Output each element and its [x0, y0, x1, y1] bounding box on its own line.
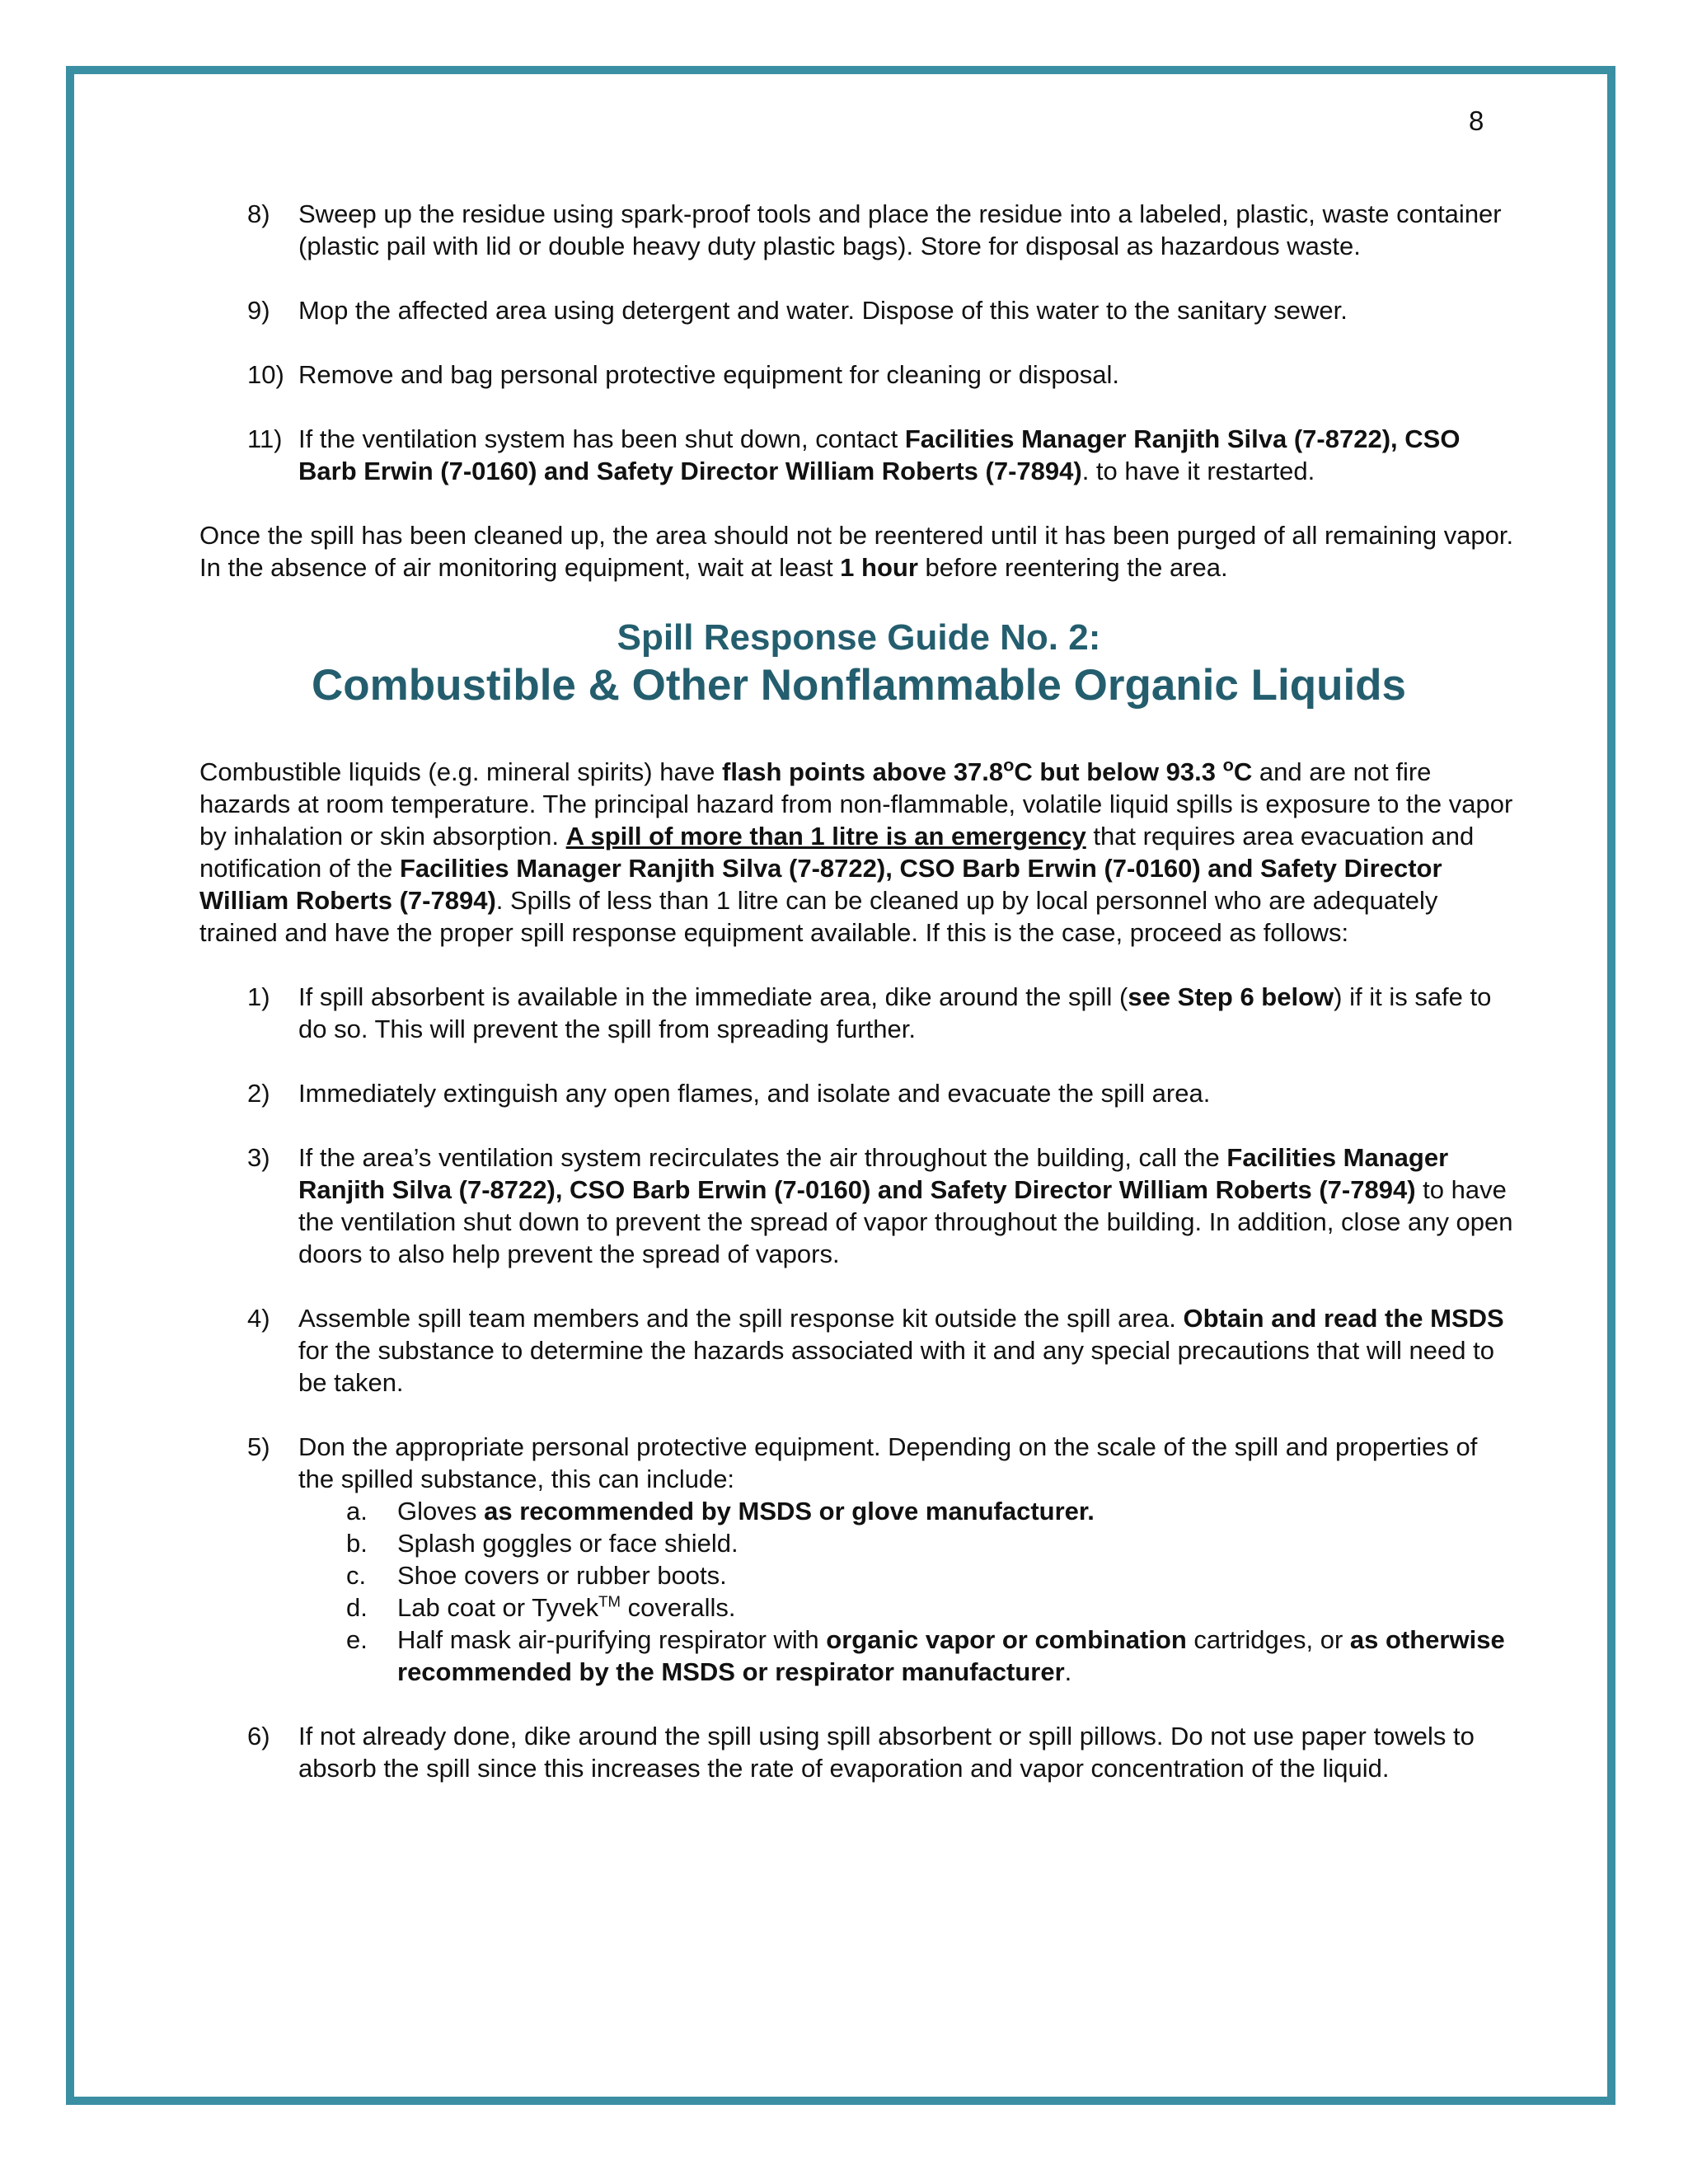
contact-names: Facilities Manager Ranjith Silva (7-8722), CSO Barb Erwin (7-0160) and Safety Director William Roberts (7-7894) [199, 854, 1442, 915]
text-run: cartridges, or [1186, 1625, 1350, 1654]
intro-paragraph [199, 756, 1518, 949]
ppe-text [397, 1624, 1518, 1688]
ppe-item [298, 1527, 1518, 1559]
degree-sign [1003, 755, 1014, 776]
text-run: If the area’s ventilation system recirculates the air throughout the building, call the [298, 1143, 1227, 1172]
step-text [298, 1302, 1518, 1399]
trademark: TM [598, 1592, 621, 1610]
msds-instruction: Obtain and read the MSDS [1183, 1304, 1504, 1333]
item-number: 8) [247, 199, 270, 228]
section-heading: Spill Response Guide No. 2: [617, 617, 1101, 658]
text-run: before reentering the area. [917, 553, 1228, 582]
ppe-item [298, 1591, 1518, 1624]
text-bold: as recommended by MSDS or glove manufacturer. [484, 1497, 1095, 1526]
item-text: Remove and bag personal protective equipment for cleaning or disposal. [298, 360, 1120, 389]
list-item [199, 198, 1518, 262]
step-text: If not already done, dike around the spill using spill absorbent or spill pillows. Do not use paper towels to absorb the spill since this increases the rate of evaporation and vapor concentration of the liquid. [298, 1722, 1475, 1783]
degree-sign [1223, 755, 1234, 776]
ppe-item [298, 1495, 1518, 1527]
purge-paragraph [199, 519, 1518, 583]
ppe-text: Splash goggles or face shield. [397, 1529, 738, 1558]
text-run: If the ventilation system has been shut down, contact [298, 424, 905, 453]
contact-names: Facilities Manager Ranjith Silva (7-8722), CSO Barb Erwin (7-0160) and Safety Director William Roberts (7-7894) [298, 1143, 1449, 1204]
text-run: Combustible liquids (e.g. mineral spirits) have [199, 757, 723, 786]
wait-time: 1 hour [840, 553, 918, 582]
text-run: to have the ventilation shut down to prevent the spread of vapor throughout the building. In addition, close any open doors to also help prevent the spread of vapors. [298, 1175, 1513, 1268]
page-number: 8 [1469, 105, 1484, 136]
text-run: and are not fire hazards at room temperature. The principal hazard from non-flammable, volatile liquid spills is exposure to the vapor by inhalation or skin absorption. [199, 757, 1513, 851]
step-item [199, 981, 1518, 1045]
text-run: ) if it is safe to do so. This will prevent the spill from spreading further. [298, 982, 1492, 1043]
ppe-letter: a. [346, 1497, 368, 1526]
text-run: Once the spill has been cleaned up, the area should not be reentered until it has been purged of all remaining vapor. In the absence of air monitoring equipment, wait at least [199, 521, 1514, 582]
text-run: . [1064, 1657, 1072, 1686]
step-reference: see Step 6 below [1128, 982, 1334, 1011]
text-run: for the substance to determine the hazards associated with it and any special precautions that will need to be taken. [298, 1336, 1494, 1397]
text-run: Half mask air-purifying respirator with [397, 1625, 827, 1654]
degree-glyph: o [1222, 754, 1234, 776]
ppe-item [298, 1624, 1518, 1688]
text-bold: organic vapor or combination [826, 1625, 1187, 1654]
step-item [199, 1141, 1518, 1270]
item-number: 10) [247, 360, 284, 389]
degree-glyph: o [1003, 754, 1015, 776]
text-bold: as otherwise recommended by the MSDS or respirator manufacturer [397, 1625, 1505, 1686]
ppe-letter: b. [346, 1529, 368, 1558]
flash-point-high: C but below 93.3 [1014, 757, 1223, 786]
list-item [199, 359, 1518, 391]
item-text: Sweep up the residue using spark-proof tools and place the residue into a labeled, plastic, waste container (plastic pail with lid or double heavy duty plastic bags). Store for disposal as hazardous waste. [298, 199, 1502, 260]
list-item [199, 423, 1518, 487]
ppe-text [397, 1495, 1518, 1527]
text-run: . to have it restarted. [1081, 457, 1315, 485]
item-number: 9) [247, 296, 270, 325]
text-run: If spill absorbent is available in the immediate area, dike around the spill ( [298, 982, 1128, 1011]
ppe-letter: e. [346, 1625, 368, 1654]
step-text [298, 1141, 1518, 1270]
ppe-list [298, 1495, 1518, 1688]
ppe-item [298, 1559, 1518, 1591]
step-item [199, 1720, 1518, 1784]
item-text: Mop the affected area using detergent and water. Dispose of this water to the sanitary sewer. [298, 296, 1348, 325]
text-run: Lab coat or Tyvek [397, 1593, 599, 1622]
step-number: 3) [247, 1143, 270, 1172]
section-title: Combustible & Other Nonflammable Organic Liquids [311, 661, 1407, 710]
step-text [298, 981, 1518, 1045]
step-item [199, 1077, 1518, 1109]
step-item [199, 1431, 1518, 1688]
text-run: . Spills of less than 1 litre can be cleaned up by local personnel who are adequately trained and have the proper spill response equipment available. If this is the case, proceed as follows: [199, 886, 1438, 947]
step-text [298, 1431, 1518, 1688]
step-item [199, 1302, 1518, 1399]
step-number: 4) [247, 1304, 270, 1333]
item-number: 11) [247, 424, 283, 453]
document-body [199, 198, 1518, 1816]
ppe-text: Shoe covers or rubber boots. [397, 1561, 727, 1590]
step-number: 1) [247, 982, 270, 1011]
step-number: 6) [247, 1722, 270, 1750]
unit-c: C [1233, 757, 1253, 786]
emergency-threshold: A spill of more than 1 litre is an emergency [565, 822, 1086, 851]
ppe-letter: d. [346, 1593, 368, 1622]
step-number: 5) [247, 1432, 270, 1461]
step-text: Immediately extinguish any open flames, and isolate and evacuate the spill area. [298, 1079, 1211, 1108]
list-item [199, 294, 1518, 326]
item-text [298, 423, 1518, 487]
flash-point-low: flash points above 37.8 [722, 757, 1004, 786]
contact-names: Facilities Manager Ranjith Silva (7-8722), CSO Barb Erwin (7-0160) and Safety Director William Roberts (7-7894) [298, 424, 1461, 485]
ppe-letter: c. [346, 1561, 367, 1590]
text-run: that requires area evacuation and notification of the [199, 822, 1475, 883]
text-run: Assemble spill team members and the spill response kit outside the spill area. [298, 1304, 1184, 1333]
ppe-text [397, 1591, 1518, 1624]
step-intro: Don the appropriate personal protective equipment. Depending on the scale of the spill and properties of the spilled substance, this can include: [298, 1432, 1478, 1493]
step-number: 2) [247, 1079, 270, 1108]
text-run: coveralls. [620, 1593, 736, 1622]
text-run: Gloves [397, 1497, 485, 1526]
